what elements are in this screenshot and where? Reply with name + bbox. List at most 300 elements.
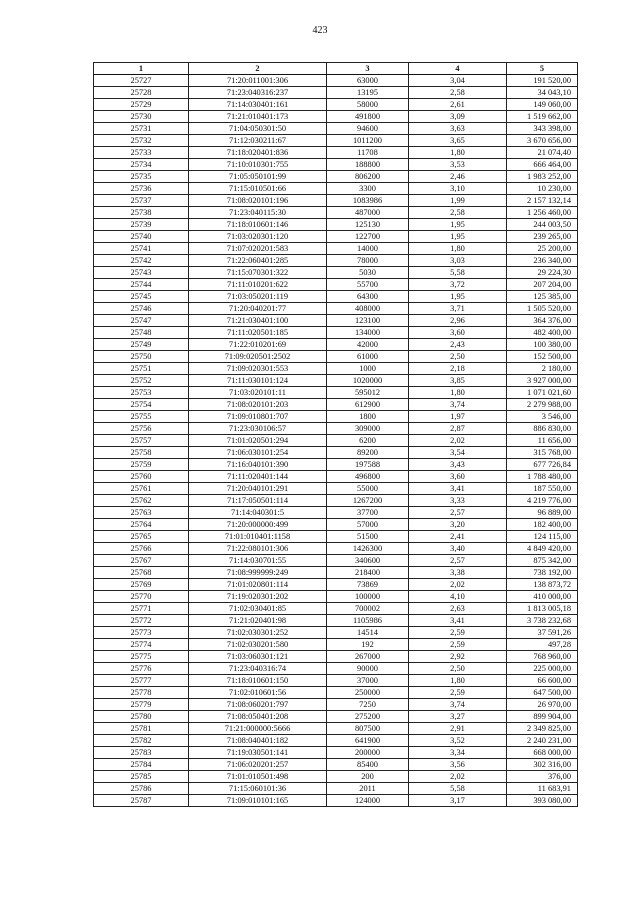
area-cell: 641900 bbox=[327, 735, 409, 747]
cadastral-number-cell: 71:21:020401:98 bbox=[189, 615, 327, 627]
row-number-cell: 25752 bbox=[94, 375, 189, 387]
area-cell: 14000 bbox=[327, 243, 409, 255]
value-cell: 3 738 232,68 bbox=[507, 615, 578, 627]
value-cell: 2 279 988,00 bbox=[507, 399, 578, 411]
rate-cell: 3,40 bbox=[409, 543, 507, 555]
cadastral-number-cell: 71:06:020201:257 bbox=[189, 759, 327, 771]
value-cell: 37 591,26 bbox=[507, 627, 578, 639]
row-number-cell: 25785 bbox=[94, 771, 189, 783]
rate-cell: 5,58 bbox=[409, 267, 507, 279]
value-cell: 343 398,00 bbox=[507, 123, 578, 135]
row-number-cell: 25773 bbox=[94, 627, 189, 639]
row-number-cell: 25750 bbox=[94, 351, 189, 363]
area-cell: 700002 bbox=[327, 603, 409, 615]
cadastral-number-cell: 71:14:040301:5 bbox=[189, 507, 327, 519]
rate-cell: 1,80 bbox=[409, 387, 507, 399]
value-cell: 138 873,72 bbox=[507, 579, 578, 591]
row-number-cell: 25755 bbox=[94, 411, 189, 423]
area-cell: 1800 bbox=[327, 411, 409, 423]
table-row bbox=[94, 699, 578, 711]
row-number-cell: 25743 bbox=[94, 267, 189, 279]
cadastral-number-cell: 71:21:010401:173 bbox=[189, 111, 327, 123]
table-row bbox=[94, 267, 578, 279]
rate-cell: 3,27 bbox=[409, 711, 507, 723]
rate-cell: 3,34 bbox=[409, 747, 507, 759]
rate-cell: 3,52 bbox=[409, 735, 507, 747]
row-number-cell: 25769 bbox=[94, 579, 189, 591]
rate-cell: 2,59 bbox=[409, 687, 507, 699]
area-cell: 55700 bbox=[327, 279, 409, 291]
rate-cell: 3,43 bbox=[409, 459, 507, 471]
cadastral-number-cell: 71:22:060401:285 bbox=[189, 255, 327, 267]
cadastral-number-cell: 71:18:020401:836 bbox=[189, 147, 327, 159]
table-row bbox=[94, 495, 578, 507]
cadastral-number-cell: 71:05:050101:99 bbox=[189, 171, 327, 183]
row-number-cell: 25745 bbox=[94, 291, 189, 303]
rate-cell: 3,65 bbox=[409, 135, 507, 147]
area-cell: 5030 bbox=[327, 267, 409, 279]
cadastral-number-cell: 71:03:020301:120 bbox=[189, 231, 327, 243]
area-cell: 807500 bbox=[327, 723, 409, 735]
value-cell: 2 180,00 bbox=[507, 363, 578, 375]
cadastral-number-cell: 71:18:010601:146 bbox=[189, 219, 327, 231]
rate-cell: 1,99 bbox=[409, 195, 507, 207]
value-cell: 100 380,00 bbox=[507, 339, 578, 351]
area-cell: 57000 bbox=[327, 519, 409, 531]
area-cell: 1426300 bbox=[327, 543, 409, 555]
row-number-cell: 25753 bbox=[94, 387, 189, 399]
row-number-cell: 25765 bbox=[94, 531, 189, 543]
area-cell: 200 bbox=[327, 771, 409, 783]
value-cell: 225 000,00 bbox=[507, 663, 578, 675]
cadastral-number-cell: 71:15:070301:322 bbox=[189, 267, 327, 279]
register-table bbox=[93, 62, 578, 807]
table-row bbox=[94, 459, 578, 471]
table-row bbox=[94, 399, 578, 411]
area-cell: 1105986 bbox=[327, 615, 409, 627]
row-number-cell: 25783 bbox=[94, 747, 189, 759]
row-number-cell: 25754 bbox=[94, 399, 189, 411]
table-row bbox=[94, 711, 578, 723]
cadastral-number-cell: 71:01:010501:498 bbox=[189, 771, 327, 783]
table-row bbox=[94, 339, 578, 351]
table-row bbox=[94, 75, 578, 87]
table-row bbox=[94, 159, 578, 171]
area-cell: 806200 bbox=[327, 171, 409, 183]
table-row bbox=[94, 87, 578, 99]
rate-cell: 3,72 bbox=[409, 279, 507, 291]
value-cell: 1 256 460,00 bbox=[507, 207, 578, 219]
cadastral-number-cell: 71:15:010501:66 bbox=[189, 183, 327, 195]
table-row bbox=[94, 675, 578, 687]
cadastral-number-cell: 71:22:080101:306 bbox=[189, 543, 327, 555]
rate-cell: 3,74 bbox=[409, 699, 507, 711]
value-cell: 187 550,00 bbox=[507, 483, 578, 495]
area-cell: 124000 bbox=[327, 795, 409, 807]
table-row bbox=[94, 687, 578, 699]
cadastral-number-cell: 71:09:020301:553 bbox=[189, 363, 327, 375]
table-row bbox=[94, 507, 578, 519]
table-row bbox=[94, 447, 578, 459]
table-row bbox=[94, 519, 578, 531]
rate-cell: 3,63 bbox=[409, 123, 507, 135]
value-cell: 393 080,00 bbox=[507, 795, 578, 807]
rate-cell: 1,95 bbox=[409, 219, 507, 231]
rate-cell: 3,85 bbox=[409, 375, 507, 387]
row-number-cell: 25748 bbox=[94, 327, 189, 339]
value-cell: 207 204,00 bbox=[507, 279, 578, 291]
cadastral-number-cell: 71:19:020301:202 bbox=[189, 591, 327, 603]
value-cell: 3 546,00 bbox=[507, 411, 578, 423]
cadastral-number-cell: 71:11:020401:144 bbox=[189, 471, 327, 483]
rate-cell: 3,54 bbox=[409, 447, 507, 459]
row-number-cell: 25730 bbox=[94, 111, 189, 123]
rate-cell: 2,96 bbox=[409, 315, 507, 327]
table-header bbox=[94, 63, 578, 75]
table-row bbox=[94, 771, 578, 783]
rate-cell: 3,41 bbox=[409, 483, 507, 495]
value-cell: 152 500,00 bbox=[507, 351, 578, 363]
row-number-cell: 25727 bbox=[94, 75, 189, 87]
rate-cell: 2,02 bbox=[409, 771, 507, 783]
area-cell: 496800 bbox=[327, 471, 409, 483]
area-cell: 55000 bbox=[327, 483, 409, 495]
value-cell: 1 813 005,18 bbox=[507, 603, 578, 615]
cadastral-number-cell: 71:22:010201:69 bbox=[189, 339, 327, 351]
rate-cell: 2,92 bbox=[409, 651, 507, 663]
area-cell: 1000 bbox=[327, 363, 409, 375]
cadastral-number-cell: 71:20:040201:77 bbox=[189, 303, 327, 315]
row-number-cell: 25758 bbox=[94, 447, 189, 459]
row-number-cell: 25732 bbox=[94, 135, 189, 147]
rate-cell: 2,50 bbox=[409, 663, 507, 675]
area-cell: 1083986 bbox=[327, 195, 409, 207]
rate-cell: 2,59 bbox=[409, 627, 507, 639]
value-cell: 66 600,00 bbox=[507, 675, 578, 687]
rate-cell: 1,80 bbox=[409, 147, 507, 159]
row-number-cell: 25734 bbox=[94, 159, 189, 171]
row-number-cell: 25736 bbox=[94, 183, 189, 195]
value-cell: 3 927 000,00 bbox=[507, 375, 578, 387]
table-row bbox=[94, 615, 578, 627]
cadastral-number-cell: 71:08:040401:182 bbox=[189, 735, 327, 747]
area-cell: 90000 bbox=[327, 663, 409, 675]
header-row bbox=[94, 63, 578, 75]
header-col-3: 3 bbox=[327, 63, 409, 75]
row-number-cell: 25764 bbox=[94, 519, 189, 531]
value-cell: 886 830,00 bbox=[507, 423, 578, 435]
value-cell: 124 115,00 bbox=[507, 531, 578, 543]
area-cell: 595012 bbox=[327, 387, 409, 399]
rate-cell: 3,56 bbox=[409, 759, 507, 771]
area-cell: 14514 bbox=[327, 627, 409, 639]
value-cell: 2 349 825,00 bbox=[507, 723, 578, 735]
area-cell: 218400 bbox=[327, 567, 409, 579]
table-row bbox=[94, 387, 578, 399]
rate-cell: 3,04 bbox=[409, 75, 507, 87]
cadastral-number-cell: 71:06:030101:254 bbox=[189, 447, 327, 459]
area-cell: 78000 bbox=[327, 255, 409, 267]
row-number-cell: 25735 bbox=[94, 171, 189, 183]
value-cell: 4 849 420,00 bbox=[507, 543, 578, 555]
rate-cell: 3,17 bbox=[409, 795, 507, 807]
rate-cell: 3,33 bbox=[409, 495, 507, 507]
row-number-cell: 25763 bbox=[94, 507, 189, 519]
area-cell: 487000 bbox=[327, 207, 409, 219]
area-cell: 200000 bbox=[327, 747, 409, 759]
row-number-cell: 25751 bbox=[94, 363, 189, 375]
cadastral-number-cell: 71:02:030401:85 bbox=[189, 603, 327, 615]
header-col-4: 4 bbox=[409, 63, 507, 75]
table-row bbox=[94, 627, 578, 639]
value-cell: 149 060,00 bbox=[507, 99, 578, 111]
cadastral-number-cell: 71:09:020501:2502 bbox=[189, 351, 327, 363]
area-cell: 61000 bbox=[327, 351, 409, 363]
row-number-cell: 25772 bbox=[94, 615, 189, 627]
value-cell: 4 219 776,00 bbox=[507, 495, 578, 507]
cadastral-number-cell: 71:19:030501:141 bbox=[189, 747, 327, 759]
cadastral-number-cell: 71:02:030201:580 bbox=[189, 639, 327, 651]
value-cell: 29 224,30 bbox=[507, 267, 578, 279]
area-cell: 37700 bbox=[327, 507, 409, 519]
cadastral-number-cell: 71:10:010301:755 bbox=[189, 159, 327, 171]
value-cell: 125 385,00 bbox=[507, 291, 578, 303]
value-cell: 666 464,00 bbox=[507, 159, 578, 171]
table-row bbox=[94, 603, 578, 615]
area-cell: 13195 bbox=[327, 87, 409, 99]
area-cell: 197588 bbox=[327, 459, 409, 471]
value-cell: 2 240 231,00 bbox=[507, 735, 578, 747]
rate-cell: 1,95 bbox=[409, 291, 507, 303]
cadastral-number-cell: 71:20:011001:306 bbox=[189, 75, 327, 87]
rate-cell: 2,43 bbox=[409, 339, 507, 351]
cadastral-number-cell: 71:21:030401:100 bbox=[189, 315, 327, 327]
rate-cell: 2,18 bbox=[409, 363, 507, 375]
value-cell: 25 200,00 bbox=[507, 243, 578, 255]
table-row bbox=[94, 747, 578, 759]
value-cell: 1 071 021,60 bbox=[507, 387, 578, 399]
cadastral-number-cell: 71:08:060201:797 bbox=[189, 699, 327, 711]
area-cell: 408000 bbox=[327, 303, 409, 315]
cadastral-number-cell: 71:23:040316:74 bbox=[189, 663, 327, 675]
cadastral-number-cell: 71:18:010601:150 bbox=[189, 675, 327, 687]
rate-cell: 2,58 bbox=[409, 87, 507, 99]
cadastral-number-cell: 71:01:020501:294 bbox=[189, 435, 327, 447]
table-row bbox=[94, 375, 578, 387]
table-row bbox=[94, 555, 578, 567]
cadastral-number-cell: 71:20:000000:499 bbox=[189, 519, 327, 531]
value-cell: 410 000,00 bbox=[507, 591, 578, 603]
table-row bbox=[94, 639, 578, 651]
area-cell: 100000 bbox=[327, 591, 409, 603]
table-row bbox=[94, 783, 578, 795]
area-cell: 250000 bbox=[327, 687, 409, 699]
table-row bbox=[94, 663, 578, 675]
table-row bbox=[94, 567, 578, 579]
row-number-cell: 25776 bbox=[94, 663, 189, 675]
row-number-cell: 25781 bbox=[94, 723, 189, 735]
rate-cell: 1,97 bbox=[409, 411, 507, 423]
area-cell: 6200 bbox=[327, 435, 409, 447]
rate-cell: 2,91 bbox=[409, 723, 507, 735]
table-row bbox=[94, 579, 578, 591]
row-number-cell: 25733 bbox=[94, 147, 189, 159]
cadastral-number-cell: 71:02:030301:252 bbox=[189, 627, 327, 639]
table-row bbox=[94, 219, 578, 231]
row-number-cell: 25778 bbox=[94, 687, 189, 699]
table-row bbox=[94, 99, 578, 111]
table-row bbox=[94, 471, 578, 483]
rate-cell: 5,58 bbox=[409, 783, 507, 795]
table-row bbox=[94, 363, 578, 375]
cadastral-number-cell: 71:14:030401:161 bbox=[189, 99, 327, 111]
row-number-cell: 25749 bbox=[94, 339, 189, 351]
table-row bbox=[94, 255, 578, 267]
area-cell: 1011200 bbox=[327, 135, 409, 147]
table-body bbox=[94, 75, 578, 807]
cadastral-number-cell: 71:23:040316:237 bbox=[189, 87, 327, 99]
value-cell: 647 500,00 bbox=[507, 687, 578, 699]
table-row bbox=[94, 735, 578, 747]
value-cell: 11 683,91 bbox=[507, 783, 578, 795]
page-number: 423 bbox=[312, 25, 328, 36]
row-number-cell: 25780 bbox=[94, 711, 189, 723]
area-cell: 1020000 bbox=[327, 375, 409, 387]
row-number-cell: 25739 bbox=[94, 219, 189, 231]
table-row bbox=[94, 171, 578, 183]
cadastral-number-cell: 71:08:020101:196 bbox=[189, 195, 327, 207]
value-cell: 1 983 252,00 bbox=[507, 171, 578, 183]
table-row bbox=[94, 531, 578, 543]
cadastral-number-cell: 71:20:040101:291 bbox=[189, 483, 327, 495]
rate-cell: 2,02 bbox=[409, 435, 507, 447]
rate-cell: 2,59 bbox=[409, 639, 507, 651]
value-cell: 1 519 662,00 bbox=[507, 111, 578, 123]
row-number-cell: 25737 bbox=[94, 195, 189, 207]
area-cell: 340600 bbox=[327, 555, 409, 567]
area-cell: 275200 bbox=[327, 711, 409, 723]
value-cell: 768 960,00 bbox=[507, 651, 578, 663]
row-number-cell: 25731 bbox=[94, 123, 189, 135]
table-row bbox=[94, 651, 578, 663]
value-cell: 875 342,00 bbox=[507, 555, 578, 567]
value-cell: 96 889,00 bbox=[507, 507, 578, 519]
cadastral-number-cell: 71:14:030701:55 bbox=[189, 555, 327, 567]
cadastral-number-cell: 71:09:010801:707 bbox=[189, 411, 327, 423]
area-cell: 188800 bbox=[327, 159, 409, 171]
header-col-5: 5 bbox=[507, 63, 578, 75]
row-number-cell: 25768 bbox=[94, 567, 189, 579]
value-cell: 239 265,00 bbox=[507, 231, 578, 243]
cadastral-number-cell: 71:23:030106:57 bbox=[189, 423, 327, 435]
table-row bbox=[94, 243, 578, 255]
area-cell: 73869 bbox=[327, 579, 409, 591]
row-number-cell: 25770 bbox=[94, 591, 189, 603]
area-cell: 51500 bbox=[327, 531, 409, 543]
value-cell: 668 000,00 bbox=[507, 747, 578, 759]
area-cell: 1267200 bbox=[327, 495, 409, 507]
row-number-cell: 25760 bbox=[94, 471, 189, 483]
value-cell: 315 768,00 bbox=[507, 447, 578, 459]
row-number-cell: 25742 bbox=[94, 255, 189, 267]
row-number-cell: 25777 bbox=[94, 675, 189, 687]
rate-cell: 3,03 bbox=[409, 255, 507, 267]
row-number-cell: 25786 bbox=[94, 783, 189, 795]
row-number-cell: 25738 bbox=[94, 207, 189, 219]
table-row bbox=[94, 591, 578, 603]
table-row bbox=[94, 795, 578, 807]
area-cell: 85400 bbox=[327, 759, 409, 771]
row-number-cell: 25784 bbox=[94, 759, 189, 771]
cadastral-number-cell: 71:11:020501:185 bbox=[189, 327, 327, 339]
area-cell: 267000 bbox=[327, 651, 409, 663]
row-number-cell: 25766 bbox=[94, 543, 189, 555]
row-number-cell: 25741 bbox=[94, 243, 189, 255]
area-cell: 42000 bbox=[327, 339, 409, 351]
area-cell: 3300 bbox=[327, 183, 409, 195]
value-cell: 364 376,00 bbox=[507, 315, 578, 327]
row-number-cell: 25767 bbox=[94, 555, 189, 567]
value-cell: 21 074,40 bbox=[507, 147, 578, 159]
header-col-2: 2 bbox=[189, 63, 327, 75]
rate-cell: 3,71 bbox=[409, 303, 507, 315]
cadastral-number-cell: 71:23:040115:30 bbox=[189, 207, 327, 219]
rate-cell: 3,09 bbox=[409, 111, 507, 123]
table-row bbox=[94, 543, 578, 555]
row-number-cell: 25729 bbox=[94, 99, 189, 111]
area-cell: 612900 bbox=[327, 399, 409, 411]
cadastral-number-cell: 71:12:030211:67 bbox=[189, 135, 327, 147]
row-number-cell: 25774 bbox=[94, 639, 189, 651]
cadastral-number-cell: 71:11:030101:124 bbox=[189, 375, 327, 387]
value-cell: 191 520,00 bbox=[507, 75, 578, 87]
row-number-cell: 25787 bbox=[94, 795, 189, 807]
row-number-cell: 25761 bbox=[94, 483, 189, 495]
cadastral-number-cell: 71:17:050501:114 bbox=[189, 495, 327, 507]
table-row bbox=[94, 423, 578, 435]
rate-cell: 3,53 bbox=[409, 159, 507, 171]
rate-cell: 2,57 bbox=[409, 555, 507, 567]
table-row bbox=[94, 351, 578, 363]
table-row bbox=[94, 759, 578, 771]
table-row bbox=[94, 411, 578, 423]
row-number-cell: 25775 bbox=[94, 651, 189, 663]
value-cell: 236 340,00 bbox=[507, 255, 578, 267]
rate-cell: 3,38 bbox=[409, 567, 507, 579]
table-row bbox=[94, 147, 578, 159]
area-cell: 37000 bbox=[327, 675, 409, 687]
rate-cell: 3,60 bbox=[409, 471, 507, 483]
area-cell: 122700 bbox=[327, 231, 409, 243]
value-cell: 677 726,84 bbox=[507, 459, 578, 471]
table-row bbox=[94, 123, 578, 135]
value-cell: 899 904,00 bbox=[507, 711, 578, 723]
rate-cell: 2,02 bbox=[409, 579, 507, 591]
value-cell: 26 970,00 bbox=[507, 699, 578, 711]
cadastral-number-cell: 71:21:000000:5666 bbox=[189, 723, 327, 735]
row-number-cell: 25757 bbox=[94, 435, 189, 447]
area-cell: 94600 bbox=[327, 123, 409, 135]
row-number-cell: 25740 bbox=[94, 231, 189, 243]
table-row bbox=[94, 303, 578, 315]
area-cell: 89200 bbox=[327, 447, 409, 459]
row-number-cell: 25728 bbox=[94, 87, 189, 99]
table-row bbox=[94, 195, 578, 207]
table-row bbox=[94, 111, 578, 123]
value-cell: 11 656,00 bbox=[507, 435, 578, 447]
rate-cell: 4,10 bbox=[409, 591, 507, 603]
value-cell: 244 003,50 bbox=[507, 219, 578, 231]
